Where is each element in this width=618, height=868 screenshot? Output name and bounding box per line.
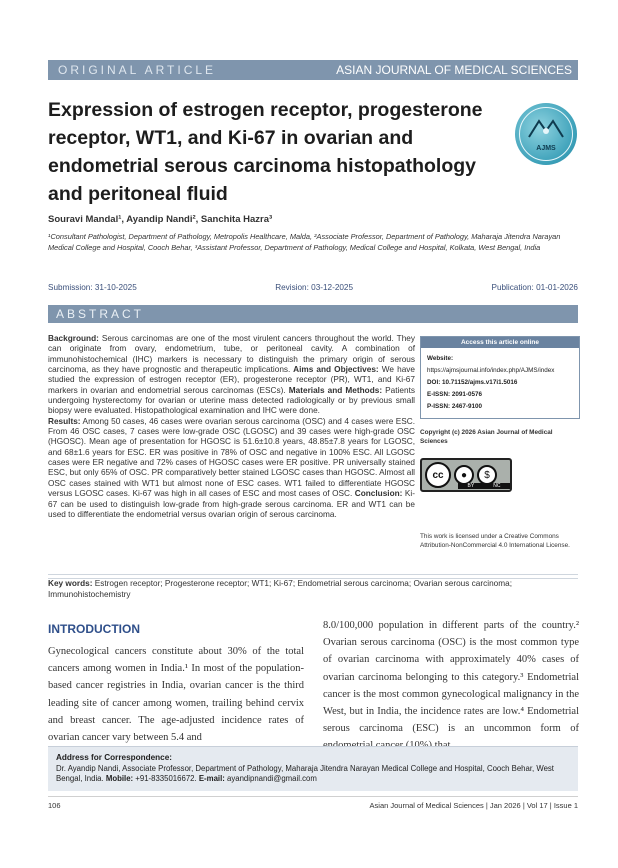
email-label: E-mail: (196, 774, 225, 784)
intro-column-left: Gynecological cancers constitute about 30% of the total cancers among women in India.¹ In most of the population-based cancer registries in India, ovarian cancer is the third leading site of cancer among women, trailing behind cervix and breast cancer. The age-adjusted incidence rates of ovarian cancer vary between 5.4 and (48, 646, 304, 744)
conclusion-label: Conclusion: (352, 489, 403, 499)
aims-text: We have studied the expression of estrogen receptor (ER), progesterone receptor (PR), WT1, and Ki-67 markers in ovarian and endometrial serous carcinomas (ESCs). (48, 365, 415, 395)
article-title: Expression of estrogen receptor, progesterone receptor, WT1, and Ki-67 in ovarian and endometrial serous carcinoma histopathology and peritoneal fluid (48, 99, 483, 205)
eissn: E-ISSN: 2091-0576 (427, 391, 482, 398)
results-label: Results: (48, 416, 81, 426)
correspondence-box (48, 746, 578, 791)
mobile-label: Mobile: (103, 774, 134, 784)
article-dates (48, 283, 578, 292)
revision-date: Revision: 03-12-2025 (275, 283, 354, 292)
email-address[interactable]: ayandipnandi@gmail.com (224, 774, 317, 784)
cc-icon: cc (425, 462, 451, 488)
affiliations: ¹Consultant Pathologist, Department of Pathology, Metropolis Healthcare, Malda, ²Associate Professor, Department of Pathology, Maharaja Jitendra Narayan Medical College and Hospital, Cooch Behar, ³Assistant Professor, Department of Pathology, Medical College and Hospital, Kolkata, West Bengal, India (48, 232, 561, 252)
access-box (420, 336, 580, 419)
page-footer (48, 801, 578, 810)
cc-license-badge[interactable] (420, 458, 512, 492)
background-label: Background: (48, 334, 99, 343)
keywords-divider (48, 574, 578, 575)
keywords (48, 578, 578, 600)
methods-label: Materials and Methods: (285, 385, 383, 395)
journal-logo (515, 103, 577, 165)
introduction-heading: INTRODUCTION (48, 622, 140, 636)
abstract-body (48, 334, 415, 520)
mobile-number: +91-8335016672. (133, 774, 197, 784)
logo-mark-icon (527, 117, 565, 141)
page-number: 106 (48, 801, 61, 810)
cc-by-label: BY (467, 483, 475, 489)
cc-nc-label: NC (493, 483, 501, 489)
attribution-icon: ● (454, 465, 474, 485)
logo-text: AJMS (536, 145, 556, 152)
access-heading: Access this article online (421, 337, 579, 348)
license-text: This work is licensed under a Creative Commons Attribution-NonCommercial 4.0 International License. (420, 533, 570, 550)
website-label: Website: (427, 355, 454, 362)
abstract-heading-bar (48, 305, 578, 323)
background-text: Serous carcinomas are one of the most virulent cancers throughout the world. They can originate from ovary, endometrium, tube, or peritoneal cavity. A combination of immunohistochemical (IHC) markers is necessary to distinguish the primary origin of serous carcinoma, as they have prognostic and therapeutic implications. (48, 334, 415, 375)
keywords-label: Key words: (48, 579, 93, 588)
footer-divider (48, 796, 578, 797)
results-text: Among 50 cases, 46 cases were ovarian serous carcinoma (OSC) and 4 cases were ESC. From 46 OSC cases, 7 cases were low-grade OSC (LGOSC) and 39 cases were high-grade OSC (HGOSC). Mean age of presentation for HGOSC is 51.6±10.8 years, 48.85±7.8 years for LGOSC, and 68±1.6 years for ESC. ER was positive in 78% of OSC and negative in 100% ESC. All LGOSC cases were ER negative and 72% cases of HGOSC cases were ER positive. PR universally stained ESC, but only 65% of OSC. PR comparatively better stained LGOSC cases than HGOSC. Almost all OSC cases stained with WT1 but almost none of ESC cases. WT1 failed to differentiate HGOSC versus LGOSC cases. Ki-67 was high in all cases of ESC and most cases of OSC. (48, 416, 415, 499)
article-type: ORIGINAL ARTICLE (58, 63, 217, 77)
intro-column-right: 8.0/100,000 population in different parts of the country.² Ovarian serous carcinoma (OSC) is the most common type of ovarian carcinoma with approximately 40% cases of ovarian carcinoma belonging to this category.³ Endometrial cancer is the most common gynecological malignancy in the West, but in India, the incidence rates are low.⁴ Endometrial serous carcinoma (ESC) is an uncommon form of (323, 620, 579, 735)
noncommercial-icon: $ (477, 465, 497, 485)
keywords-text: Estrogen receptor; Progesterone receptor; WT1; Ki-67; Endometrial serous carcinoma; Ovarian serous carcinoma; Immunohistochemistry (48, 579, 513, 599)
conclusion-text: Ki-67 can be used to distinguish low-grade from high-grade serous carcinoma. ER and WT1 can be used to differentiate the endometrial versus ovarian origin of serous carcinoma. (48, 489, 415, 519)
journal-name: ASIAN JOURNAL OF MEDICAL SCIENCES (336, 63, 572, 77)
publication-date: Publication: 01-01-2026 (491, 283, 578, 292)
journal-citation: Asian Journal of Medical Sciences | Jan 2026 | Vol 17 | Issue 1 (369, 801, 578, 810)
doi: DOI: 10.71152/ajms.v17i1.5016 (427, 379, 518, 386)
pissn: P-ISSN: 2467-9100 (427, 403, 482, 410)
author-list: Souravi Mandal¹, Ayandip Nandi², Sanchita Hazra³ (48, 214, 273, 225)
correspondence-text: Dr. Ayandip Nandi, Associate Professor, Department of Pathology, Maharaja Jitendra Narayan Medical College and Hospital, Cooch Behar, West Bengal, India. (56, 763, 554, 784)
submission-date: Submission: 31-10-2025 (48, 283, 137, 292)
abstract-heading: ABSTRACT (56, 307, 145, 321)
article-banner (48, 60, 578, 80)
aims-label: Aims and Objectives: (290, 365, 379, 375)
methods-text: Patients undergoing hysterectomy for ovarian or uterine mass detected radiologically or by previous small biopsy were evaluated. Histopathological examination and IHC were done. (48, 385, 415, 416)
correspondence-heading: Address for Correspondence: (56, 753, 173, 762)
website-link[interactable]: https://ajmsjournal.info/index.php/AJMS/index (427, 367, 555, 374)
copyright-notice: Copyright (c) 2026 Asian Journal of Medical Sciences (420, 429, 553, 445)
